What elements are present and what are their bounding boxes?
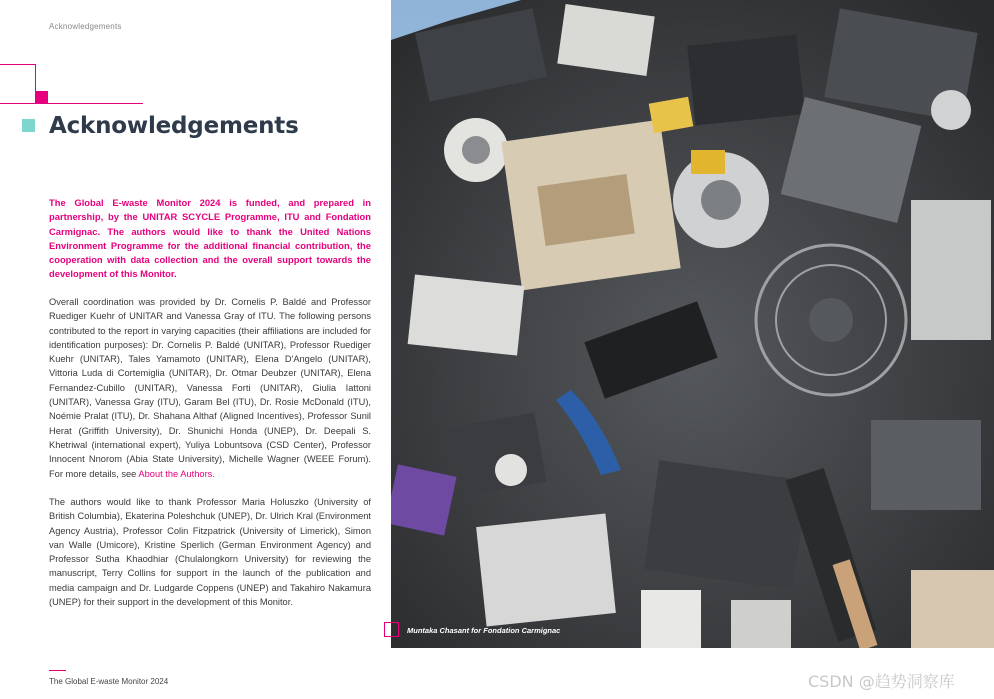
- reviewers-paragraph: The authors would like to thank Professor Maria Holuszko (University of British Columbia), Ekaterina Poleshchuk (UNEP), Dr. Ulrich Kral (Environment Agency Austria), Professor Colin Fitzpatrick (University of Limerick), Simon van Walle (Umicore), Kristine Sperlich (German Environment Agency) and Professor Sutha Khaodhiar (Chulalongkorn University) for reviewing the manuscript, Terry Collins for support in the launch of the publication and media campaign and Dr. Ludgarde Coppens (UNEP) and Takahiro Nakamura (UNEP) for their support in the development of this Monitor.: [49, 497, 371, 608]
- footer-rule: [49, 670, 66, 671]
- running-header: Acknowledgements: [49, 22, 122, 31]
- about-authors-link[interactable]: About the Authors.: [138, 468, 215, 479]
- photo-caption: Muntaka Chasant for Fondation Carmignac: [407, 626, 561, 635]
- intro-paragraph: The Global E-waste Monitor 2024 is funded, and prepared in partnership, by the UNITAR SCYCLE Programme, ITU and Fondation Carmignac. The authors would like to thank the United Nations Environment Programme for the additional financial contribution, the cooperation with data collection and the overall support towards the development of this Monitor.: [49, 197, 371, 280]
- coordination-text: Overall coordination was provided by Dr. Cornelis P. Baldé and Professor Ruediger Kuehr of UNITAR and Vanessa Gray of ITU. The following persons contributed to the report in varying capacities (their affiliations are included for identification purposes): Dr. Cornelis P. Baldé (UNITAR), Professor Ruediger Kuehr (UNITAR), Tales Yamamoto (UNITAR), Elena D'Angelo (UNITAR), Vittoria Luda di Cortemiglia (UNITAR), Dr. Otmar Deubzer (UNITAR), Elena Fernandez-Cubillo (UNITAR), Vanessa Forti (UNITAR), Giulia Iattoni (UNITAR), Vanessa Gray (ITU), Garam Bel (ITU), Dr. Rosie McDonald (ITU), Noémie Pralat (ITU), Dr. Shahana Althaf (Aligned Incentives), Professor Sunil Herat (Griffith University), Dr. Shunichi Honda (UNEP), Dr. Deepali S. Khetriwal (international expert), Yuliya Lobuntsova (CSD Center), Professor Innocent Nnorom (Abia State University), Michelle Wagner (WEEE Forum). For more details, see: [49, 297, 371, 479]
- ewaste-photo: [391, 0, 994, 648]
- decorative-outline-square: [0, 64, 36, 104]
- page-title: Acknowledgements: [49, 113, 299, 139]
- coordination-paragraph: [49, 295, 371, 481]
- decorative-filled-square: [36, 91, 48, 103]
- footer-publication-title: The Global E-waste Monitor 2024: [49, 677, 169, 686]
- decorative-rule: [0, 103, 143, 104]
- decorative-teal-square: [22, 119, 35, 132]
- watermark: CSDN @趋势洞察库: [808, 672, 955, 691]
- caption-marker: [384, 622, 399, 637]
